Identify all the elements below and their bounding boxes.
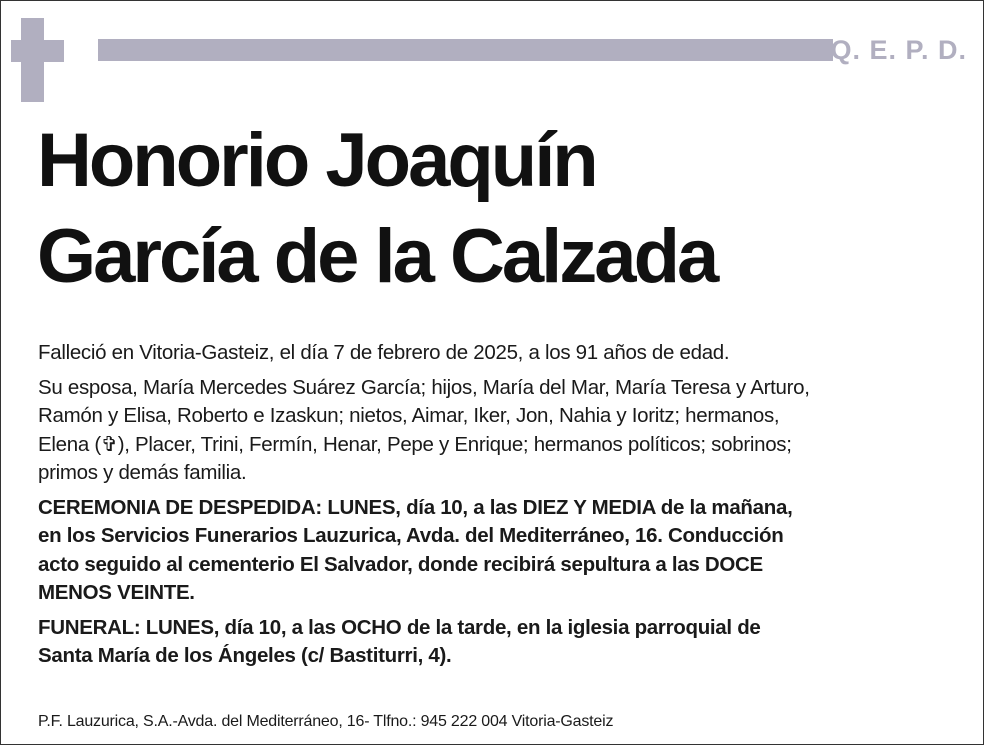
- paragraph-line: Santa María de los Ángeles (c/ Bastiturri, 4).: [38, 644, 452, 667]
- funeral-home-footer: P.F. Lauzurica, S.A.-Avda. del Mediterráneo, 16- Tlfno.: 945 222 004 Vitoria-Gasteiz: [38, 713, 614, 730]
- notice-body: [38, 339, 968, 677]
- paragraph: [38, 339, 968, 368]
- paragraph-line: Ramón y Elisa, Roberto e Izaskun; nietos, Aimar, Iker, Jon, Nahia y Ioritz; hermanos,: [38, 404, 780, 427]
- paragraph: [38, 494, 968, 608]
- deceased-name: [37, 113, 716, 305]
- paragraph-line: acto seguido al cementerio El Salvador, donde recibirá sepultura a las DOCE: [38, 552, 763, 576]
- paragraph-line: CEREMONIA DE DESPEDIDA: LUNES, día 10, a las DIEZ Y MEDIA de la mañana,: [38, 495, 793, 519]
- paragraph-line: MENOS VEINTE.: [38, 581, 195, 604]
- paragraph-line: primos y demás familia.: [38, 461, 247, 484]
- paragraph-line: Su esposa, María Mercedes Suárez García; hijos, María del Mar, María Teresa y Arturo,: [38, 375, 810, 399]
- paragraph-line: FUNERAL: LUNES, día 10, a las OCHO de la tarde, en la iglesia parroquial de: [38, 615, 761, 639]
- header-bar: [98, 39, 833, 61]
- name-line: Honorio Joaquín: [37, 118, 596, 203]
- name-line: García de la Calzada: [37, 214, 717, 299]
- paragraph-line: Falleció en Vitoria-Gasteiz, el día 7 de febrero de 2025, a los 91 años de edad.: [38, 341, 730, 364]
- paragraph-line: en los Servicios Funerarios Lauzurica, Avda. del Mediterráneo, 16. Conducción: [38, 524, 784, 547]
- qepd-label: Q. E. P. D.: [830, 35, 967, 65]
- paragraph: [38, 614, 968, 671]
- paragraph: [38, 374, 968, 488]
- paragraph-line: Elena (✞), Placer, Trini, Fermín, Henar, Pepe y Enrique; hermanos políticos; sobrinos;: [38, 432, 792, 456]
